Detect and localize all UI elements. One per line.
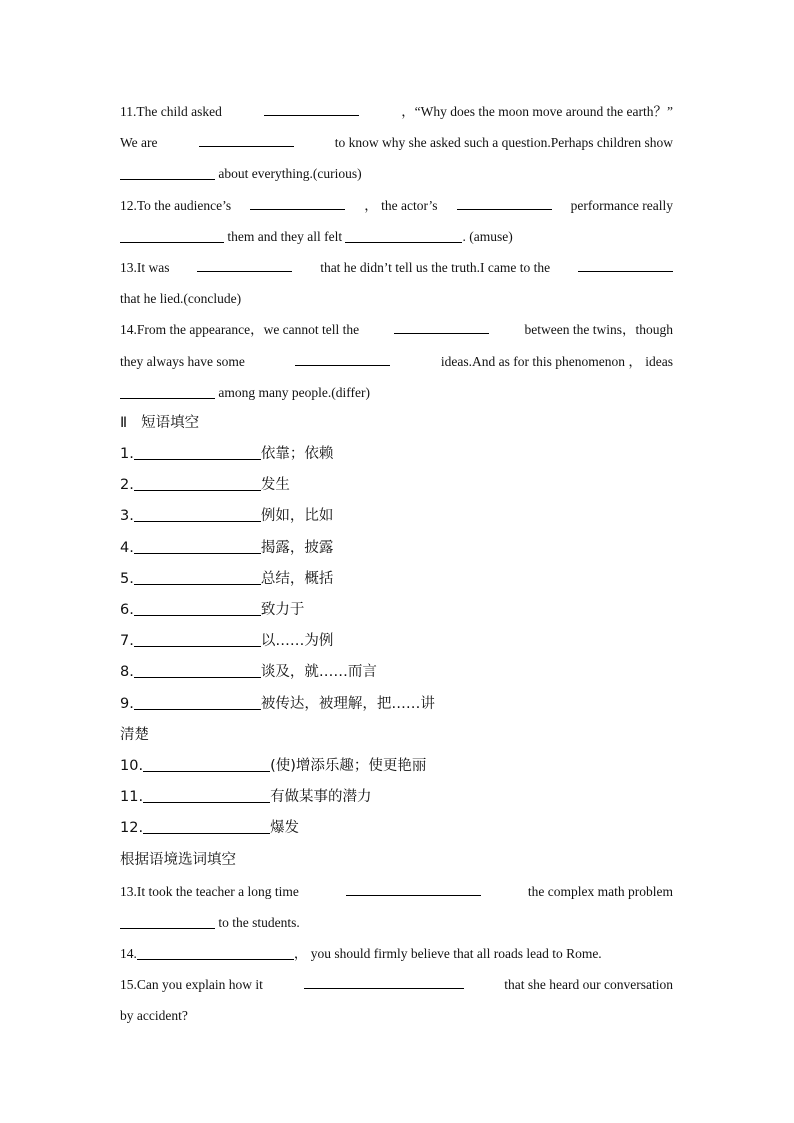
phrase-meaning: 被传达，被理解，把……讲 (260, 695, 435, 712)
phrase-item-9 (120, 689, 673, 720)
q12-text-a: 12.To the audience’s (120, 197, 232, 213)
phrase-num: 4. (120, 539, 134, 556)
q11-line-3 (120, 158, 673, 189)
phrase-num: 9. (120, 695, 134, 712)
q12-text-d: them and they all felt (227, 228, 343, 244)
q12-blank-3[interactable] (120, 228, 224, 243)
q13-text-a: 13.It was (120, 259, 170, 275)
phrase-num: 5. (120, 570, 134, 587)
context-q13-line-1 (120, 876, 673, 907)
q14-text-e: among many people.(differ) (218, 384, 370, 400)
q14-line-3 (120, 377, 673, 408)
context-q15-text-c: by accident? (120, 1008, 188, 1024)
phrase-blank-2[interactable] (134, 476, 261, 491)
context-q14-text-b: ， you should firmly believe that all roads lead to Rome. (293, 946, 602, 962)
q14-blank-2[interactable] (295, 351, 390, 366)
phrase-meaning: 发生 (260, 477, 290, 494)
context-q15-line-2 (120, 1000, 673, 1031)
phrase-blank-1[interactable] (134, 445, 261, 460)
q12-line-2 (120, 221, 673, 252)
phrase-meaning: 总结，概括 (260, 570, 334, 587)
context-q15-blank[interactable] (304, 974, 464, 989)
q12-line-1 (120, 190, 673, 221)
q13-text-b: that he didn’t tell us the truth.I came to the (320, 259, 551, 275)
phrase-item-4 (120, 533, 673, 564)
q11-blank-1[interactable] (264, 101, 359, 116)
context-q13-blank-1[interactable] (346, 881, 481, 896)
phrase-item-11 (120, 782, 673, 813)
q13-blank-1[interactable] (197, 257, 292, 272)
phrase-blank-3[interactable] (134, 507, 261, 522)
q12-text-c: performance really (570, 197, 673, 213)
q11-text-b: ，“Why does the moon move around the earth？” (401, 104, 673, 119)
phrase-meaning: 爆发 (270, 820, 300, 837)
context-q13-text-a: 13.It took the teacher a long time (120, 883, 299, 899)
q12-text-e: . (amuse) (462, 228, 513, 244)
q14-text-b: between the twins，though (524, 322, 673, 338)
phrase-item-8 (120, 657, 673, 688)
phrase-num: 8. (120, 664, 134, 681)
q13-line-2 (120, 283, 673, 314)
section-2-heading (120, 408, 673, 439)
q14-blank-1[interactable] (394, 319, 489, 334)
phrase-item-2 (120, 470, 673, 501)
q14-text-d: ideas.And as for this phenomenon ， ideas (440, 353, 673, 369)
q11-text-a: 11.The child asked (120, 104, 222, 119)
q14-text-a: 14.From the appearance，we cannot tell the (120, 322, 360, 338)
phrase-item-7 (120, 626, 673, 657)
q12-blank-1[interactable] (250, 195, 345, 210)
q14-line-1 (120, 314, 673, 345)
phrase-item-3 (120, 501, 673, 532)
phrase-meaning: 致力于 (260, 602, 305, 618)
phrase-blank-12[interactable] (143, 819, 270, 834)
phrase-blank-8[interactable] (134, 663, 261, 678)
phrase-blank-10[interactable] (143, 757, 270, 772)
context-q13-line-2 (120, 907, 673, 938)
phrase-item-12 (120, 813, 673, 844)
q11-line-2 (120, 127, 673, 158)
q11-text-c: We are (120, 135, 158, 151)
phrase-meaning-cont: 清楚 (120, 726, 149, 743)
section-2-numeral: Ⅱ (120, 414, 128, 431)
q13-blank-2[interactable] (578, 257, 673, 272)
context-q14-blank[interactable] (137, 945, 294, 960)
context-q15-text-a: 15.Can you explain how it (120, 977, 263, 993)
q12-blank-2[interactable] (457, 195, 552, 210)
phrase-meaning: (使)增添乐趣；使更艳丽 (270, 757, 427, 774)
phrase-meaning: 谈及，就……而言 (260, 664, 377, 681)
q11-blank-3[interactable] (120, 165, 215, 180)
phrase-blank-5[interactable] (134, 570, 261, 585)
context-q15-line-1 (120, 969, 673, 1000)
phrase-num: 3. (120, 508, 134, 525)
phrase-num: 1. (120, 446, 134, 463)
q11-blank-2[interactable] (199, 132, 294, 147)
q14-text-c: they always have some (120, 353, 245, 369)
phrase-num: 12. (120, 820, 144, 837)
phrase-meaning: 以……为例 (260, 633, 334, 650)
phrase-meaning: 有做某事的潜力 (270, 789, 372, 806)
phrase-meaning: 例如，比如 (260, 508, 334, 525)
q11-text-e: about everything.(curious) (218, 166, 362, 182)
q14-blank-3[interactable] (120, 384, 215, 399)
q12-blank-4[interactable] (345, 228, 462, 243)
q11-text-d: to know why she asked such a question.Perhaps children show (334, 135, 673, 151)
phrase-blank-9[interactable] (134, 695, 261, 710)
phrase-item-6 (120, 595, 673, 626)
worksheet-page (120, 96, 673, 1032)
q14-line-2 (120, 346, 673, 377)
phrase-num: 6. (120, 602, 134, 618)
phrase-num: 11. (120, 789, 144, 806)
context-q13-blank-2[interactable] (120, 914, 215, 929)
context-q13-text-c: to the students. (218, 914, 300, 930)
phrase-item-5 (120, 564, 673, 595)
q13-text-c: that he lied.(conclude) (120, 291, 242, 307)
phrase-blank-11[interactable] (143, 788, 270, 803)
phrase-meaning: 揭露，披露 (260, 539, 334, 556)
context-q13-text-b: the complex math problem (527, 883, 673, 899)
phrase-item-10 (120, 751, 673, 782)
q12-text-b: ， the actor’s (364, 197, 438, 213)
section-2-title: 短语填空 (141, 414, 200, 431)
q13-line-1 (120, 252, 673, 283)
phrase-item-9-continuation (120, 720, 673, 751)
phrase-blank-4[interactable] (134, 539, 261, 554)
phrase-item-1 (120, 439, 673, 470)
context-q15-text-b: that she heard our conversation (504, 977, 673, 993)
phrase-num: 2. (120, 477, 134, 494)
context-q14-text-a: 14. (120, 946, 137, 962)
q11-line-1 (120, 96, 673, 127)
phrase-blank-7[interactable] (134, 632, 261, 647)
phrase-num: 7. (120, 633, 134, 650)
phrase-blank-6[interactable] (134, 601, 261, 616)
phrase-meaning: 依靠；依赖 (260, 446, 334, 463)
context-q14-line (120, 938, 673, 969)
context-heading: 根据语境选词填空 (120, 851, 236, 868)
phrase-num: 10. (120, 757, 144, 774)
